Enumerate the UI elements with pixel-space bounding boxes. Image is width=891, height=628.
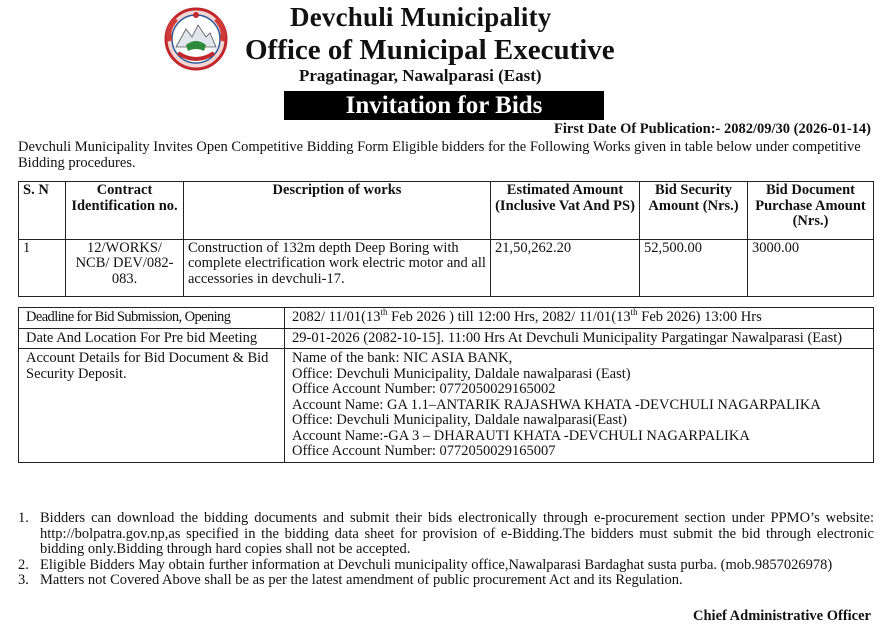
- work-description: Construction of 132m depth Deep Boring with complete electrification work electric motor and all accessories in devchuli-17.: [184, 239, 491, 297]
- list-item: 2. Eligible Bidders May obtain further information at Devchuli municipality office,Nawalparasi Bardaghat susta purba. (mob.9857026978): [18, 556, 833, 573]
- deadline-row: [19, 308, 874, 329]
- municipality-name: Devchuli Municipality: [290, 2, 552, 32]
- deadline-value: 2082/ 11/01(13th Feb 2026 ) till 12:00 Hrs, 2082/ 11/01(13th Feb 2026) 13:00 Hrs: [285, 308, 874, 329]
- bid-security-amount: 52,500.00: [640, 239, 748, 297]
- column-header: Contract Identification no.: [66, 182, 184, 240]
- account-number: Office Account Number: 0772050029165002: [292, 381, 556, 397]
- intro-paragraph: Devchuli Municipality Invites Open Competitive Bidding Form Eligible bidders for the Following Works given in table below under competitive Bidding procedures.: [18, 139, 861, 171]
- account-name: Account Name:-GA 3 – DHARAUTI KHATA -DEVCHULI NAGARPALIKA: [292, 427, 750, 444]
- notice-title: Invitation for Bids: [284, 91, 604, 120]
- account-name: Account Name: GA 1.1–ANTARIK RAJASHWA KHATA -DEVCHULI NAGARPALIKA: [292, 396, 821, 413]
- estimated-amount: 21,50,262.20: [491, 239, 640, 297]
- deadline-label: Deadline for Bid Submission, Opening: [19, 308, 285, 329]
- prebid-value: 29-01-2026 (2082-10-15]. 11:00 Hrs At Devchuli Municipality Pargatingar Nawalparasi (East): [285, 328, 874, 349]
- signature: Chief Administrative Officer: [693, 608, 871, 624]
- account-office: Office: Devchuli Municipality, Daldale nawalparasi (East): [292, 365, 631, 382]
- bank-name: Name of the bank: NIC ASIA BANK,: [292, 350, 513, 366]
- column-header: Description of works: [184, 182, 491, 240]
- list-item: 3. Matters not Covered Above shall be as per the latest amendment of public procurement Act and its Regulation.: [18, 572, 683, 588]
- account-row: [19, 349, 874, 463]
- prebid-row: [19, 328, 874, 349]
- account-office: Office: Devchuli Municipality, Daldale nawalparasi(East): [292, 412, 627, 428]
- works-table-header: [19, 182, 874, 240]
- column-header: S. N: [19, 182, 66, 240]
- account-label: Account Details for Bid Document & Bid Security Deposit.: [19, 349, 285, 463]
- office-name: Office of Municipal Executive: [245, 34, 615, 66]
- contract-id: 12/WORKS/ NCB/ DEV/082-083.: [66, 239, 184, 297]
- list-item: 1. Bidders can download the bidding documents and submit their bids electronically through e-procurement section under PPMO’s website: http://bolpatra.gov.np,as specified in the bidding data sheet for provision of e-Bidding.The bidders must submit the bid through electronic bidding only.Bidding through hard copies shall not be accepted.: [18, 510, 874, 557]
- office-address: Pragatinagar, Nawalparasi (East): [299, 66, 542, 85]
- account-number: Office Account Number: 0772050029165007: [292, 443, 556, 459]
- column-header: Bid Security Amount (Nrs.): [640, 182, 748, 240]
- prebid-label: Date And Location For Pre bid Meeting: [19, 328, 285, 349]
- column-header: Estimated Amount (Inclusive Vat And PS): [491, 182, 640, 240]
- account-details: [285, 349, 874, 463]
- bid-info-table: [18, 307, 874, 463]
- document-fee: 3000.00: [748, 239, 874, 297]
- publication-date: First Date Of Publication:- 2082/09/30 (2026-01-14): [554, 121, 871, 137]
- nepal-emblem-icon: [164, 7, 228, 71]
- column-header: Bid Document Purchase Amount (Nrs.): [748, 182, 874, 240]
- table-row: [19, 239, 874, 297]
- serial-number: 1: [19, 239, 66, 297]
- works-table: [18, 181, 874, 297]
- notes-list: [18, 511, 874, 589]
